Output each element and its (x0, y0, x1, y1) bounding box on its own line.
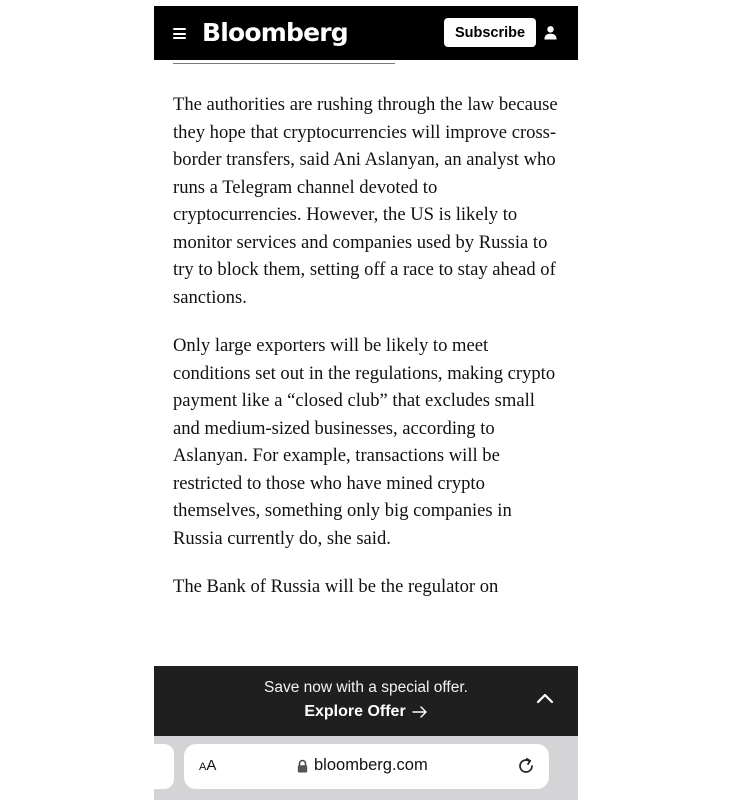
chevron-up-icon[interactable] (536, 692, 554, 704)
site-header (154, 6, 578, 60)
phone-screen (154, 6, 578, 800)
user-icon[interactable] (543, 25, 558, 40)
explore-offer-label: Explore Offer (304, 703, 406, 720)
article-body (173, 63, 565, 622)
explore-offer-link[interactable] (154, 703, 578, 721)
subscribe-button[interactable]: Subscribe (444, 18, 536, 47)
browser-toolbar (154, 736, 578, 800)
url-text: bloomberg.com (314, 756, 428, 774)
address-bar[interactable] (184, 744, 549, 789)
bloomberg-logo[interactable]: Bloomberg (202, 18, 348, 47)
hamburger-menu-icon[interactable] (173, 28, 186, 39)
reader-text-size-button[interactable]: AA (199, 757, 217, 774)
offer-banner[interactable] (154, 666, 578, 736)
article-paragraph: The authorities are rushing through the law because they hope that cryptocurrencies will improve cross-border transfers, said Ani Aslanyan, an analyst who runs a Telegram channel devoted to cryptocurrencies. However, the US is likely to monitor services and companies used by Russia to try to block them, setting off a race to stay ahead of sanctions. (173, 94, 558, 308)
clipped-text-line (173, 63, 565, 69)
previous-tab-edge[interactable] (154, 744, 174, 789)
arrow-right-icon (412, 705, 428, 719)
lock-icon (297, 759, 308, 773)
offer-text: Save now with a special offer. (264, 679, 468, 696)
article-paragraph: Only large exporters will be likely to meet conditions set out in the regulations, making crypto payment like a “closed club” that excludes small and medium-sized businesses, according to Aslanyan. For example, transactions will be restricted to those who have mined crypto themselves, something only big companies in Russia currently do, she said. (173, 335, 556, 549)
reload-icon[interactable] (517, 757, 535, 775)
article-paragraph: The Bank of Russia will be the regulator on (173, 576, 499, 597)
